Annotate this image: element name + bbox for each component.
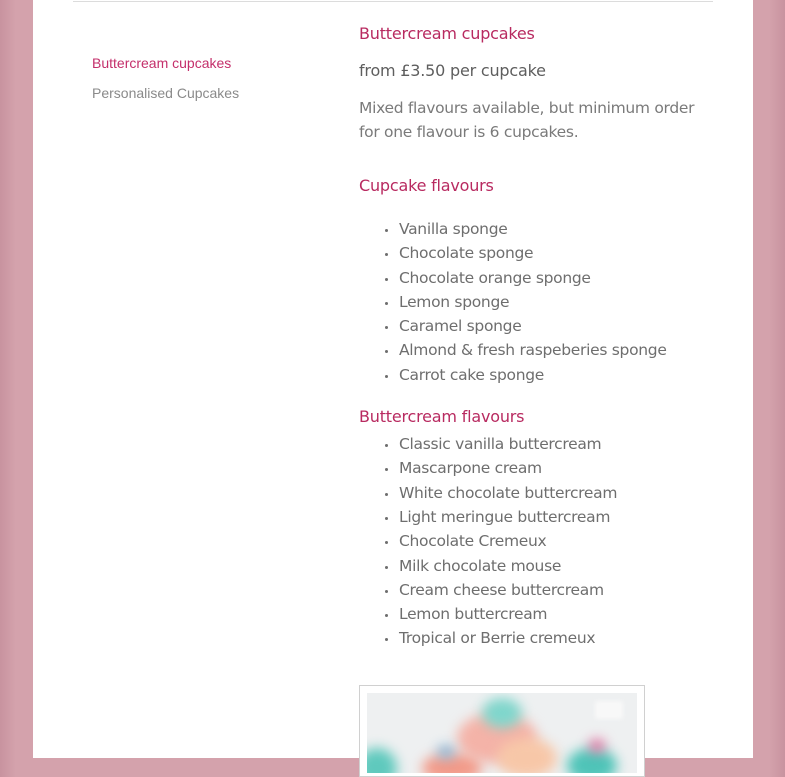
list-item: Tropical or Berrie cremeux [399, 626, 709, 650]
list-item: Lemon buttercream [399, 602, 709, 626]
list-item: Chocolate sponge [399, 241, 709, 265]
page-title: Buttercream cupcakes [359, 24, 535, 43]
sidebar-item-personalised-cupcakes[interactable]: Personalised Cupcakes [92, 85, 240, 101]
list-item: Chocolate orange sponge [399, 266, 709, 290]
list-item: Light meringue buttercream [399, 505, 709, 529]
list-item: Cream cheese buttercream [399, 578, 709, 602]
list-item: Mascarpone cream [399, 456, 709, 480]
description-text: Mixed flavours available, but minimum order for one flavour is 6 cupcakes. [359, 99, 695, 141]
page-container [33, 0, 753, 758]
cupcake-image-frame[interactable] [359, 685, 645, 777]
list-item: Milk chocolate mouse [399, 554, 709, 578]
cupcake-image [367, 693, 637, 773]
list-item: Chocolate Cremeux [399, 529, 709, 553]
list-item: White chocolate buttercream [399, 481, 709, 505]
buttercream-flavours-list [359, 432, 709, 651]
main-content [359, 22, 709, 651]
list-item: Classic vanilla buttercream [399, 432, 709, 456]
sidebar-item-buttercream-cupcakes[interactable]: Buttercream cupcakes [92, 55, 232, 71]
list-item: Almond & fresh raspeberies sponge [399, 338, 709, 362]
cupcake-flavours-list [359, 217, 709, 387]
list-item: Vanilla sponge [399, 217, 709, 241]
list-item: Caramel sponge [399, 314, 709, 338]
divider [73, 1, 713, 2]
sidebar-nav [92, 48, 239, 108]
list-item: Lemon sponge [399, 290, 709, 314]
buttercream-flavours-heading: Buttercream flavours [359, 407, 525, 427]
price-text: from £3.50 per cupcake [359, 61, 546, 80]
list-item: Carrot cake sponge [399, 363, 709, 387]
cupcake-flavours-heading: Cupcake flavours [359, 176, 494, 195]
